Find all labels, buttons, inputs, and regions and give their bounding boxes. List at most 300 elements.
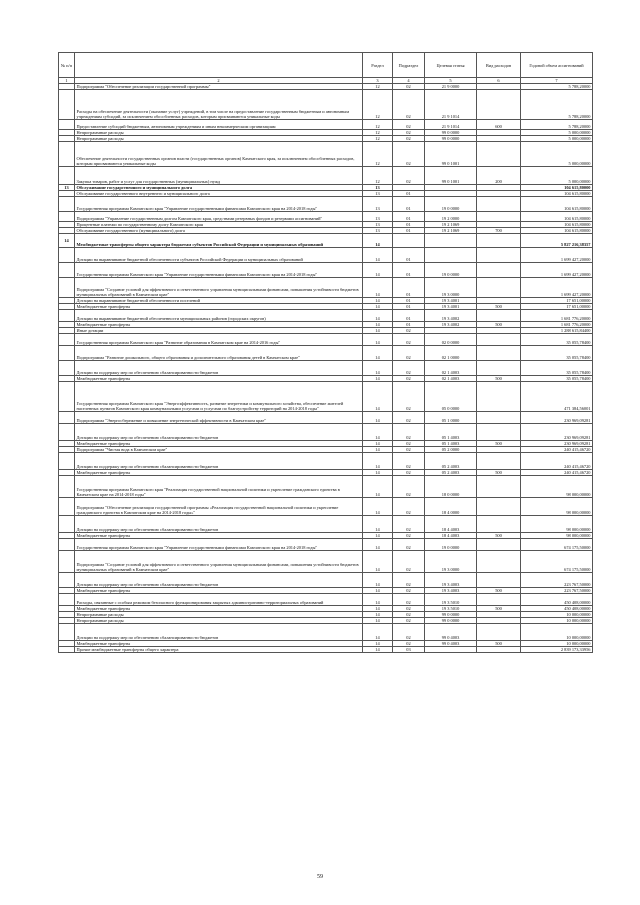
table-row	[59, 278, 593, 298]
row-podrazdel: 02	[393, 641, 425, 647]
row-description: Межбюджетные трансферты общего характера бюджетам субъектов Российской Федерации и муниципальных образований	[75, 234, 363, 248]
row-amount: 1 699 427,20000	[521, 263, 593, 278]
col-number: 3	[363, 78, 393, 84]
col-header-expense-type: Вид расходов	[477, 53, 521, 78]
row-target-article: 19 3 4003	[425, 588, 477, 594]
row-podrazdel: 01	[393, 197, 425, 212]
row-description: Межбюджетные трансферты	[75, 606, 363, 612]
row-target-article: 02 0 0000	[425, 334, 477, 346]
col-number: 6	[477, 78, 521, 84]
row-razdel: 14	[363, 328, 393, 334]
table-row	[59, 361, 593, 376]
row-podrazdel: 02	[393, 588, 425, 594]
row-description: Подпрограмма "Обеспечение реализации государственной программы"	[75, 84, 363, 90]
row-description: Дотации на выравнивание бюджетной обеспеченности субъектов Российской Федерации и муниципальных образований	[75, 248, 363, 263]
row-razdel: 14	[363, 412, 393, 424]
row-target-article: 99 0 0000	[425, 136, 477, 142]
row-amount: 35 055,78400	[521, 346, 593, 361]
table-row	[59, 234, 593, 248]
row-amount: 450 408,00000	[521, 594, 593, 606]
row-razdel: 14	[363, 498, 393, 516]
row-amount: 240 415,46720	[521, 453, 593, 470]
row-number	[59, 248, 75, 263]
row-description: Процентные платежи по государственному долгу Камчатского края	[75, 222, 363, 228]
row-amount: 5 788,20000	[521, 90, 593, 120]
row-podrazdel: 02	[393, 447, 425, 453]
row-target-article: 99 0 1001	[425, 142, 477, 167]
table-body	[59, 84, 593, 653]
row-razdel: 14	[363, 539, 393, 551]
row-number	[59, 476, 75, 498]
row-amount: 1 681 776,20000	[521, 322, 593, 328]
row-podrazdel: 02	[393, 84, 425, 90]
row-target-article: 19 3 0000	[425, 551, 477, 573]
row-number	[59, 167, 75, 185]
row-description: Государственная программа Камчатского края "Развитие образования в Камчатском крае на 2014-2016 годы"	[75, 334, 363, 346]
col-header-razdel: Раздел	[363, 53, 393, 78]
row-podrazdel: 02	[393, 498, 425, 516]
row-amount: 5 000,00000	[521, 136, 593, 142]
row-target-article: 02 1 0000	[425, 346, 477, 361]
row-amount: 240 415,46720	[521, 447, 593, 453]
row-amount: 1 699 427,20000	[521, 248, 593, 263]
row-podrazdel: 02	[393, 618, 425, 624]
row-razdel: 13	[363, 191, 393, 197]
row-description: Подпрограмма "Обеспечение реализации государственной программы «Реализация государственной национальной политики и укрепление гражданского единства в Камчатском крае на 2014-2018 годы»"	[75, 498, 363, 516]
row-number	[59, 573, 75, 588]
row-razdel: 14	[363, 641, 393, 647]
row-expense-type	[477, 263, 521, 278]
row-target-article: 19 3 4002	[425, 310, 477, 322]
row-description: Дотации на поддержку мер по обеспечению сбалансированности бюджетов	[75, 453, 363, 470]
row-number	[59, 516, 75, 533]
row-podrazdel: 02	[393, 382, 425, 412]
row-target-article: 99 0 4003	[425, 624, 477, 641]
table-row	[59, 624, 593, 641]
row-podrazdel: 02	[393, 470, 425, 476]
row-razdel: 14	[363, 310, 393, 322]
row-description: Подпрограмма "Развитие дошкольного, общего образования и дополнительного образования детей в Камчатском крае"	[75, 346, 363, 361]
row-podrazdel: 02	[393, 136, 425, 142]
col-number: 4	[393, 78, 425, 84]
row-description: Закупка товаров, работ и услуг для государственных (муниципальных) нужд	[75, 167, 363, 185]
row-description: Дотации на поддержку мер по обеспечению сбалансированности бюджетов	[75, 516, 363, 533]
row-expense-type	[477, 498, 521, 516]
row-expense-type	[477, 248, 521, 263]
row-amount: 98 000,00000	[521, 533, 593, 539]
row-podrazdel: 02	[393, 376, 425, 382]
row-description: Межбюджетные трансферты	[75, 304, 363, 310]
row-razdel: 14	[363, 470, 393, 476]
row-amount: 240 415,46720	[521, 470, 593, 476]
row-description: Межбюджетные трансферты	[75, 441, 363, 447]
row-podrazdel: 02	[393, 361, 425, 376]
row-description: Межбюджетные трансферты	[75, 470, 363, 476]
row-razdel: 13	[363, 212, 393, 222]
row-expense-type: 700	[477, 228, 521, 234]
row-podrazdel: 02	[393, 612, 425, 618]
row-amount: 230 969,09281	[521, 412, 593, 424]
table-row	[59, 476, 593, 498]
row-number: 14	[59, 234, 75, 248]
row-razdel: 14	[363, 516, 393, 533]
row-number	[59, 498, 75, 516]
row-razdel: 13	[363, 222, 393, 228]
row-target-article: 99 0 0000	[425, 130, 477, 136]
table-row	[59, 120, 593, 130]
row-target-article: 99 0 0000	[425, 618, 477, 624]
row-number	[59, 594, 75, 606]
row-amount: 35 055,78400	[521, 334, 593, 346]
row-description: Непрограммные расходы	[75, 130, 363, 136]
row-description: Подпрограмма "Энергосбережение и повышение энергетической эффективности в Камчатском крае"	[75, 412, 363, 424]
table-header-row	[59, 53, 593, 78]
row-number	[59, 142, 75, 167]
row-target-article: 05 1 4003	[425, 424, 477, 441]
row-expense-type: 500	[477, 588, 521, 594]
row-expense-type: 500	[477, 533, 521, 539]
row-razdel: 14	[363, 551, 393, 573]
row-amount: 104 615,80000	[521, 197, 593, 212]
row-razdel: 14	[363, 248, 393, 263]
row-expense-type	[477, 573, 521, 588]
row-target-article: 19 0 0000	[425, 539, 477, 551]
row-expense-type: 500	[477, 606, 521, 612]
row-description: Дотации на поддержку мер по обеспечению сбалансированности бюджетов	[75, 573, 363, 588]
col-number: 5	[425, 78, 477, 84]
row-target-article: 19 2 0000	[425, 212, 477, 222]
row-amount: 471 384,56001	[521, 382, 593, 412]
row-amount: 98 000,00000	[521, 516, 593, 533]
row-amount: 223 767,50000	[521, 573, 593, 588]
row-expense-type	[477, 361, 521, 376]
row-podrazdel: 01	[393, 304, 425, 310]
row-expense-type	[477, 453, 521, 470]
table-row	[59, 212, 593, 222]
row-number	[59, 551, 75, 573]
row-amount: 35 055,78400	[521, 361, 593, 376]
row-podrazdel: 02	[393, 573, 425, 588]
budget-table	[58, 52, 593, 653]
row-expense-type	[477, 90, 521, 120]
row-razdel: 14	[363, 612, 393, 618]
row-podrazdel: 02	[393, 441, 425, 447]
row-razdel: 12	[363, 136, 393, 142]
row-target-article: 21 9 0000	[425, 84, 477, 90]
row-razdel: 14	[363, 376, 393, 382]
col-header-num: № п/п	[59, 53, 75, 78]
row-description: Иные дотации	[75, 328, 363, 334]
row-description: Расходы, связанные с особым режимом безопасного функционирования закрытых административно-территориальных образований	[75, 594, 363, 606]
row-target-article: 19 3 4003	[425, 573, 477, 588]
row-razdel: 14	[363, 447, 393, 453]
table-row	[59, 551, 593, 573]
row-amount: 5 827 216,38357	[521, 234, 593, 248]
row-target-article: 05 2 4003	[425, 453, 477, 470]
row-target-article: 19 3 5010	[425, 606, 477, 612]
row-description: Прочие межбюджетные трансферты общего характера	[75, 647, 363, 653]
row-target-article: 02 1 4003	[425, 376, 477, 382]
table-row	[59, 334, 593, 346]
row-expense-type	[477, 197, 521, 212]
row-description: Обслуживание государственного внутреннего и муниципального долга	[75, 191, 363, 197]
row-razdel: 12	[363, 120, 393, 130]
row-number	[59, 539, 75, 551]
table-row	[59, 412, 593, 424]
budget-table-page	[58, 52, 592, 653]
row-expense-type	[477, 234, 521, 248]
row-expense-type	[477, 624, 521, 641]
row-podrazdel: 02	[393, 424, 425, 441]
row-amount: 1 288 615,84400	[521, 328, 593, 334]
row-number	[59, 263, 75, 278]
col-header-annual-amount: Годовой объем ассигнований	[521, 53, 593, 78]
row-amount: 1 681 776,20000	[521, 310, 593, 322]
row-description: Дотации на поддержку мер по обеспечению сбалансированности бюджетов	[75, 624, 363, 641]
row-razdel: 14	[363, 618, 393, 624]
page-number: 59	[317, 874, 323, 880]
row-amount: 5 788,20000	[521, 84, 593, 90]
row-description: Государственная программа Камчатского края "Реализация государственной национальной политики и укрепление гражданского единства в Камчатском крае на 2014-2018 годы"	[75, 476, 363, 498]
row-razdel: 14	[363, 476, 393, 498]
table-row	[59, 197, 593, 212]
row-razdel: 13	[363, 197, 393, 212]
row-razdel: 14	[363, 346, 393, 361]
row-razdel: 14	[363, 594, 393, 606]
row-amount: 2 839 173,33956	[521, 647, 593, 653]
row-podrazdel: 01	[393, 298, 425, 304]
row-number: 13	[59, 185, 75, 191]
row-target-article	[425, 248, 477, 263]
row-amount: 98 000,00000	[521, 476, 593, 498]
row-description: Обслуживание государственного (муниципального) долга	[75, 228, 363, 234]
row-description: Дотации на выравнивание бюджетной обеспеченности муниципальных районов (городских округов)	[75, 310, 363, 322]
table-row	[59, 263, 593, 278]
row-razdel: 14	[363, 278, 393, 298]
row-description: Межбюджетные трансферты	[75, 588, 363, 594]
row-podrazdel: 02	[393, 551, 425, 573]
row-description: Подпрограмма "Создание условий для эффективного и ответственного управления муниципальными финансами, повышения устойчивости бюджетов муниципальных образований в Камчатском крае"	[75, 278, 363, 298]
row-target-article: 19 0 0000	[425, 263, 477, 278]
row-description: Подпрограмма "Управление государственным долгом Камчатского края, средствами резервных фондов и резервами ассигнований"	[75, 212, 363, 222]
row-description: Непрограммные расходы	[75, 612, 363, 618]
row-amount: 35 055,78400	[521, 376, 593, 382]
row-expense-type	[477, 424, 521, 441]
row-podrazdel: 02	[393, 539, 425, 551]
col-header-target-article: Целевая статья	[425, 53, 477, 78]
row-razdel: 14	[363, 234, 393, 248]
row-razdel: 14	[363, 647, 393, 653]
row-podrazdel: 02	[393, 516, 425, 533]
row-description: Дотации на поддержку мер по обеспечению сбалансированности бюджетов	[75, 361, 363, 376]
row-podrazdel: 01	[393, 222, 425, 228]
row-podrazdel: 01	[393, 322, 425, 328]
row-target-article: 18 4 0000	[425, 498, 477, 516]
row-expense-type	[477, 278, 521, 298]
row-expense-type	[477, 334, 521, 346]
row-podrazdel: 02	[393, 120, 425, 130]
row-expense-type	[477, 539, 521, 551]
row-amount: 674 175,50000	[521, 539, 593, 551]
row-expense-type	[477, 346, 521, 361]
row-amount: 104 615,80000	[521, 191, 593, 197]
row-target-article: 99 0 0000	[425, 612, 477, 618]
row-razdel: 14	[363, 298, 393, 304]
row-amount: 674 175,50000	[521, 551, 593, 573]
row-description: Расходы на обеспечение деятельности (оказание услуг) учреждений, в том числе на предоставление государственным бюджетным и автономным учреждениям субсидий, за исключением обособленных расходов, которым присваиваются уникальные коды	[75, 90, 363, 120]
row-podrazdel: 02	[393, 533, 425, 539]
row-target-article: 19 2 1069	[425, 222, 477, 228]
row-number	[59, 624, 75, 641]
row-description: Межбюджетные трансферты	[75, 322, 363, 328]
row-target-article: 19 3 0000	[425, 278, 477, 298]
table-row	[59, 248, 593, 263]
row-razdel: 14	[363, 441, 393, 447]
row-razdel: 14	[363, 424, 393, 441]
row-description: Дотации на выравнивание бюджетной обеспеченности поселений	[75, 298, 363, 304]
col-number: 2	[75, 78, 363, 84]
row-number	[59, 382, 75, 412]
row-expense-type	[477, 142, 521, 167]
table-row	[59, 310, 593, 322]
row-description: Непрограммные расходы	[75, 136, 363, 142]
row-amount: 5 000,00000	[521, 142, 593, 167]
row-description: Межбюджетные трансферты	[75, 376, 363, 382]
row-podrazdel: 01	[393, 212, 425, 222]
row-target-article: 21 9 1014	[425, 90, 477, 120]
row-description: Подпрограмма "Чистая вода в Камчатском крае"	[75, 447, 363, 453]
row-target-article: 05 2 0000	[425, 447, 477, 453]
col-number: 7	[521, 78, 593, 84]
row-podrazdel: 02	[393, 90, 425, 120]
row-amount: 104 615,80000	[521, 185, 593, 191]
row-podrazdel: 01	[393, 310, 425, 322]
row-expense-type: 500	[477, 641, 521, 647]
row-razdel: 12	[363, 130, 393, 136]
row-expense-type: 200	[477, 167, 521, 185]
row-podrazdel: 02	[393, 346, 425, 361]
table-row	[59, 594, 593, 606]
row-target-article: 19 0 0000	[425, 197, 477, 212]
row-description: Государственная программа Камчатского края "Управление государственными финансами Камчатского края на 2014-2018 годы"	[75, 197, 363, 212]
row-target-article	[425, 647, 477, 653]
row-expense-type: 500	[477, 470, 521, 476]
row-amount: 104 615,80000	[521, 222, 593, 228]
row-description: Дотации на поддержку мер по обеспечению сбалансированности бюджетов	[75, 424, 363, 441]
row-razdel: 14	[363, 606, 393, 612]
table-row	[59, 573, 593, 588]
table-row	[59, 516, 593, 533]
row-razdel: 14	[363, 322, 393, 328]
row-target-article: 19 2 1069	[425, 228, 477, 234]
row-amount: 10 000,00000	[521, 641, 593, 647]
row-target-article: 18 4 4003	[425, 516, 477, 533]
row-description: Государственная программа Камчатского края "Энергоэффективность, развитие энергетики и коммунального хозяйства, обеспечение жителей населенных пунктов Камчатского края коммунальными услугами и услугами по благоустройству территорий на 2014-2018 годы"	[75, 382, 363, 412]
row-description: Государственная программа Камчатского края "Управление государственными финансами Камчатского края на 2014-2018 годы"	[75, 263, 363, 278]
row-target-article: 02 1 4003	[425, 361, 477, 376]
row-podrazdel: 02	[393, 334, 425, 346]
row-amount: 230 969,09281	[521, 424, 593, 441]
row-amount: 98 000,00000	[521, 498, 593, 516]
row-podrazdel: 02	[393, 476, 425, 498]
row-number	[59, 361, 75, 376]
row-expense-type	[477, 212, 521, 222]
row-podrazdel: 02	[393, 594, 425, 606]
row-target-article: 19 3 4001	[425, 298, 477, 304]
row-razdel: 14	[363, 361, 393, 376]
row-number	[59, 310, 75, 322]
table-row	[59, 424, 593, 441]
row-target-article: 18 4 4003	[425, 533, 477, 539]
col-header-name	[75, 53, 363, 78]
row-amount: 10 000,00000	[521, 618, 593, 624]
row-target-article: 19 3 5010	[425, 594, 477, 606]
row-number	[59, 453, 75, 470]
row-amount: 450 408,00000	[521, 606, 593, 612]
row-expense-type: 600	[477, 120, 521, 130]
table-row	[59, 539, 593, 551]
row-number	[59, 412, 75, 424]
row-podrazdel: 01	[393, 248, 425, 263]
col-header-podrazdel: Подраздел	[393, 53, 425, 78]
table-row	[59, 142, 593, 167]
row-amount: 10 000,00000	[521, 624, 593, 641]
table-row	[59, 498, 593, 516]
row-amount: 104 615,80000	[521, 212, 593, 222]
row-razdel: 12	[363, 167, 393, 185]
row-expense-type	[477, 310, 521, 322]
row-amount: 1 699 427,20000	[521, 278, 593, 298]
row-razdel: 14	[363, 382, 393, 412]
table-row	[59, 346, 593, 361]
row-expense-type: 500	[477, 376, 521, 382]
row-razdel: 14	[363, 453, 393, 470]
row-target-article: 21 9 1014	[425, 120, 477, 130]
row-razdel: 14	[363, 533, 393, 539]
row-podrazdel: 02	[393, 606, 425, 612]
row-podrazdel: 01	[393, 191, 425, 197]
row-razdel: 13	[363, 228, 393, 234]
row-expense-type	[477, 594, 521, 606]
row-podrazdel: 02	[393, 328, 425, 334]
row-target-article: 05 2 4003	[425, 470, 477, 476]
row-number	[59, 197, 75, 212]
row-expense-type	[477, 412, 521, 424]
row-description: Государственная программа Камчатского края "Управление государственными финансами Камчатского края на 2014-2018 годы"	[75, 539, 363, 551]
row-target-article: 18 0 0000	[425, 476, 477, 498]
row-podrazdel: 02	[393, 453, 425, 470]
row-amount: 17 651,00000	[521, 304, 593, 310]
table-row	[59, 453, 593, 470]
row-razdel: 14	[363, 334, 393, 346]
table-row	[59, 382, 593, 412]
row-description: Подпрограмма "Создание условий для эффективного и ответственного управления муниципальными финансами, повышения устойчивости бюджетов муниципальных образований в Камчатском крае"	[75, 551, 363, 573]
row-podrazdel: 02	[393, 142, 425, 167]
row-number	[59, 212, 75, 222]
col-number: 1	[59, 78, 75, 84]
row-amount: 5 788,20000	[521, 120, 593, 130]
row-expense-type	[477, 647, 521, 653]
row-description: Обеспечение деятельности государственных органов власти (государственных органов) Камчатского края, за исключением обособленных расходов, которым присваиваются уникальные коды	[75, 142, 363, 167]
row-description: Предоставление субсидий бюджетным, автономным учреждениям и иным некоммерческим организациям	[75, 120, 363, 130]
row-podrazdel: 02	[393, 167, 425, 185]
row-number	[59, 346, 75, 361]
row-number	[59, 278, 75, 298]
row-expense-type	[477, 551, 521, 573]
row-razdel: 13	[363, 185, 393, 191]
row-target-article	[425, 234, 477, 248]
row-expense-type: 500	[477, 441, 521, 447]
